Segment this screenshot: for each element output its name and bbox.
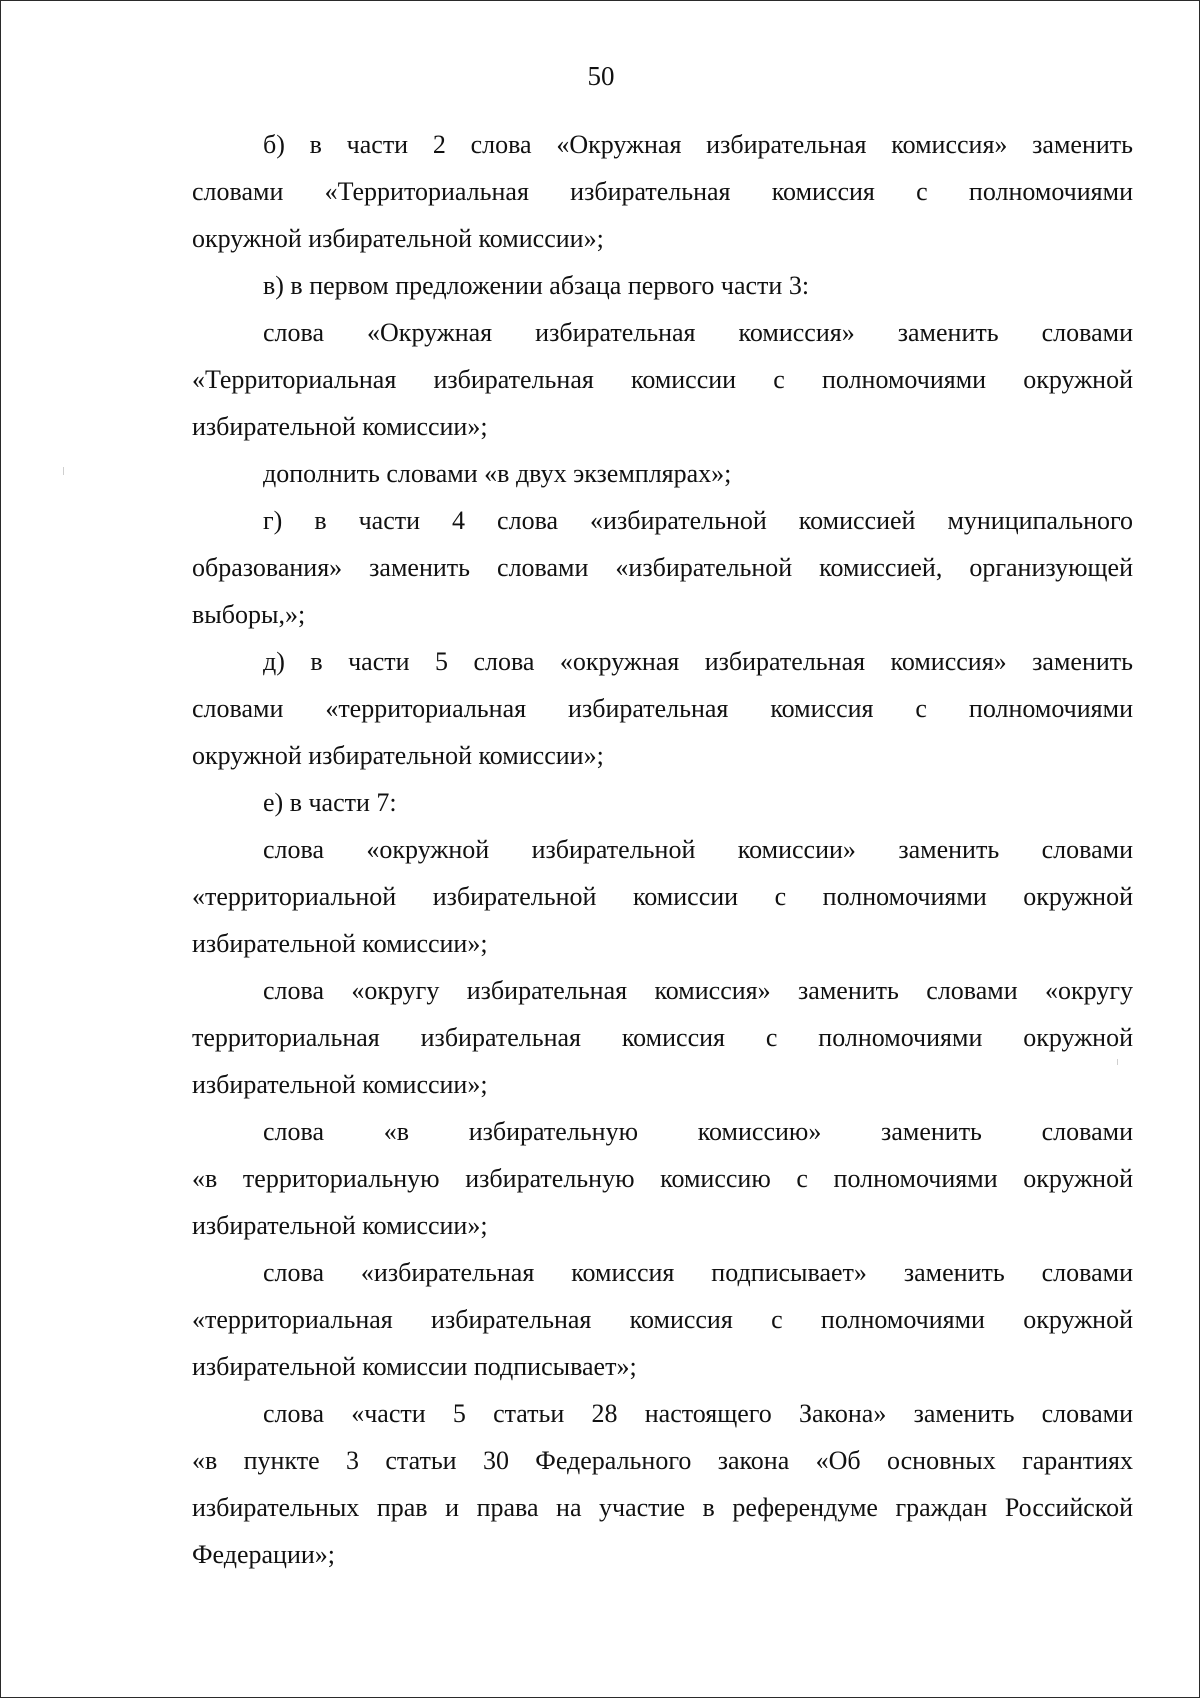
text-line: избирательной комиссии»;: [192, 1211, 488, 1240]
paragraph: [192, 309, 1133, 450]
text-line: избирательных прав и права на участие в референдуме граждан Российской: [192, 1493, 1133, 1522]
paragraph: [192, 967, 1133, 1108]
text-line: выборы,»;: [192, 600, 306, 629]
text-line: избирательной комиссии»;: [192, 1070, 488, 1099]
paragraph: [192, 779, 1133, 826]
text-line: дополнить словами «в двух экземплярах»;: [263, 459, 732, 488]
text-line: слова «окружной избирательной комиссии» заменить словами: [263, 835, 1133, 864]
text-line: д) в части 5 слова «окружная избирательная комиссия» заменить: [263, 647, 1133, 676]
text-line: слова «округу избирательная комиссия» заменить словами «округу: [263, 976, 1133, 1005]
text-line: словами «территориальная избирательная комиссия с полномочиями: [192, 694, 1133, 723]
text-line: окружной избирательной комиссии»;: [192, 224, 604, 253]
text-line: «в пункте 3 статьи 30 Федерального закона «Об основных гарантиях: [192, 1446, 1133, 1475]
text-line: Федерации»;: [192, 1540, 336, 1569]
text-line: г) в части 4 слова «избирательной комиссией муниципального: [263, 506, 1133, 535]
text-line: б) в части 2 слова «Окружная избирательная комиссия» заменить: [263, 130, 1133, 159]
paragraph: [192, 121, 1133, 262]
text-line: слова «Окружная избирательная комиссия» заменить словами: [263, 318, 1133, 347]
text-line: образования» заменить словами «избирательной комиссией, организующей: [192, 553, 1133, 582]
scan-artifact-mark: [63, 467, 64, 475]
paragraph: [192, 1390, 1133, 1578]
paragraph: [192, 826, 1133, 967]
text-line: е) в части 7:: [263, 788, 397, 817]
paragraph: [192, 1108, 1133, 1249]
text-line: «территориальная избирательная комиссия с полномочиями окружной: [192, 1305, 1133, 1334]
text-line: территориальная избирательная комиссия с полномочиями окружной: [192, 1023, 1133, 1052]
text-line: избирательной комиссии подписывает»;: [192, 1352, 637, 1381]
text-line: «территориальной избирательной комиссии с полномочиями окружной: [192, 882, 1133, 911]
page-number: 50: [587, 61, 615, 91]
text-line: «в территориальную избирательную комиссию с полномочиями окружной: [192, 1164, 1133, 1193]
paragraph: [192, 497, 1133, 638]
text-line: окружной избирательной комиссии»;: [192, 741, 604, 770]
text-line: в) в первом предложении абзаца первого части 3:: [263, 271, 810, 300]
text-line: слова «части 5 статьи 28 настоящего Закона» заменить словами: [263, 1399, 1133, 1428]
text-line: «Территориальная избирательная комиссии с полномочиями окружной: [192, 365, 1133, 394]
paragraph: [192, 262, 1133, 309]
text-line: слова «избирательная комиссия подписывает» заменить словами: [263, 1258, 1133, 1287]
text-line: слова «в избирательную комиссию» заменить словами: [263, 1117, 1133, 1146]
text-line: словами «Территориальная избирательная комиссия с полномочиями: [192, 177, 1133, 206]
paragraph: [192, 450, 1133, 497]
scan-artifact-mark: [1117, 1059, 1118, 1065]
paragraph: [192, 1249, 1133, 1390]
text-line: избирательной комиссии»;: [192, 412, 488, 441]
paragraph: [192, 638, 1133, 779]
text-line: избирательной комиссии»;: [192, 929, 488, 958]
document-body: [192, 121, 1133, 1578]
